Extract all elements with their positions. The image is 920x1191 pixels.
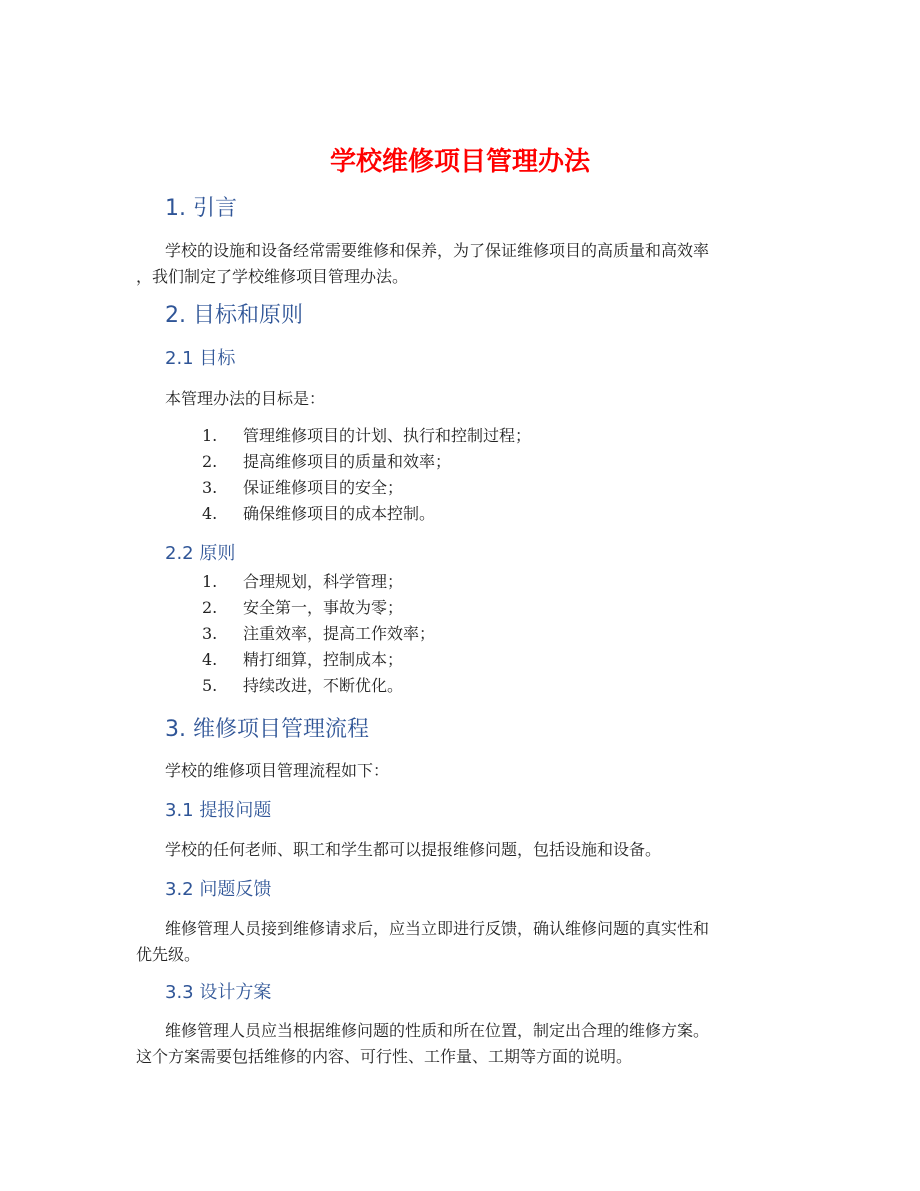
section-1-heading: 1. 引言 bbox=[165, 196, 237, 221]
principles-list bbox=[0, 569, 920, 699]
section-2-1-intro: 本管理办法的目标是： bbox=[165, 389, 326, 408]
section-3-3-body bbox=[136, 1018, 784, 1070]
list-item: 5. 持续改进，不断优化。 bbox=[202, 676, 404, 695]
section-3-3-body-line-1: 维修管理人员应当根据维修问题的性质和所在位置，制定出合理的维修方案。 bbox=[165, 1021, 710, 1040]
list-item: 1. 管理维修项目的计划、执行和控制过程； bbox=[202, 426, 532, 445]
section-3-2-heading: 3.2 问题反馈 bbox=[165, 879, 272, 900]
section-3-2-body-line-2: 优先级。 bbox=[136, 945, 201, 964]
list-item: 4. 确保维修项目的成本控制。 bbox=[202, 504, 436, 523]
section-1-body-line-1: 学校的设施和设备经常需要维修和保养，为了保证维修项目的高质量和高效率 bbox=[165, 241, 710, 260]
section-3-intro: 学校的维修项目管理流程如下： bbox=[165, 761, 390, 780]
section-1-body bbox=[136, 238, 784, 290]
section-3-1-body: 学校的任何老师、职工和学生都可以提报维修问题，包括设施和设备。 bbox=[165, 840, 662, 859]
list-item: 3. 保证维修项目的安全； bbox=[202, 478, 404, 497]
list-item: 3. 注重效率，提高工作效率； bbox=[202, 624, 436, 643]
list-item: 2. 安全第一，事故为零； bbox=[202, 598, 404, 617]
list-item: 4. 精打细算，控制成本； bbox=[202, 650, 404, 669]
document-title: 学校维修项目管理办法 bbox=[329, 147, 590, 177]
section-1-body-line-2: ，我们制定了学校维修项目管理办法。 bbox=[136, 267, 409, 286]
section-3-2-body bbox=[136, 916, 784, 968]
section-3-heading: 3. 维修项目管理流程 bbox=[165, 717, 369, 742]
section-2-2-heading: 2.2 原则 bbox=[165, 543, 236, 564]
section-3-1-heading: 3.1 提报问题 bbox=[165, 800, 272, 821]
section-2-heading: 2. 目标和原则 bbox=[165, 303, 303, 328]
goals-list bbox=[0, 423, 920, 527]
list-item: 2. 提高维修项目的质量和效率； bbox=[202, 452, 452, 471]
section-3-3-heading: 3.3 设计方案 bbox=[165, 982, 272, 1003]
section-3-2-body-line-1: 维修管理人员接到维修请求后，应当立即进行反馈，确认维修问题的真实性和 bbox=[165, 919, 710, 938]
list-item: 1. 合理规划，科学管理； bbox=[202, 572, 404, 591]
section-2-1-heading: 2.1 目标 bbox=[165, 348, 236, 369]
section-3-3-body-line-2: 这个方案需要包括维修的内容、可行性、工作量、工期等方面的说明。 bbox=[136, 1047, 633, 1066]
